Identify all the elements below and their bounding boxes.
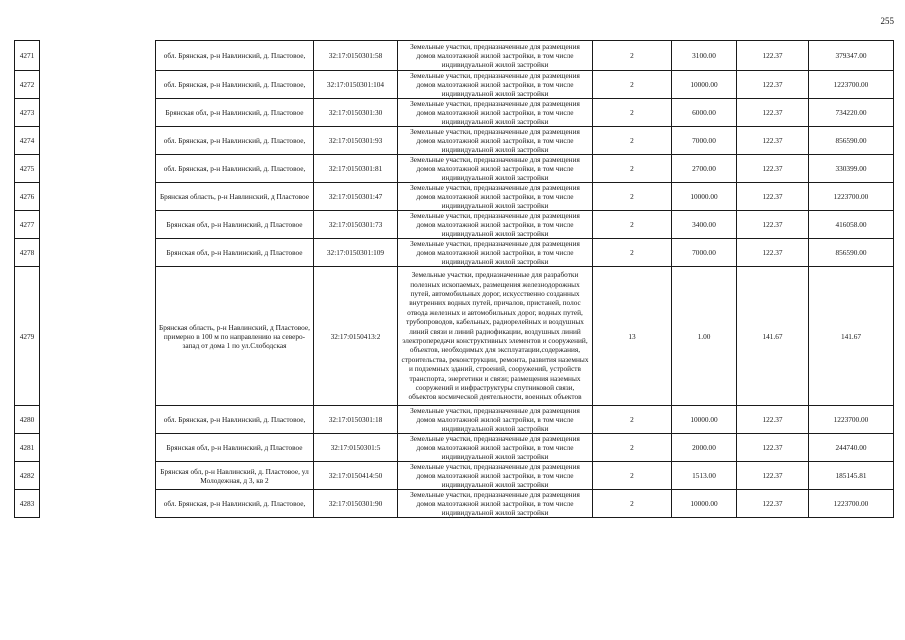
cadastral-number-cell: 32:17:0150413:2 xyxy=(314,267,398,406)
area-cell: 2000.00 xyxy=(672,434,737,462)
table-row xyxy=(15,490,894,518)
row-number-cell: 4280 xyxy=(15,406,40,434)
category-code-cell: 13 xyxy=(593,267,672,406)
address-cell: Брянская область, р-н Навлинский, д Пластовое, примерно в 100 м по направлению на северо-запад от дома 1 по ул.Слободская xyxy=(156,267,314,406)
address-cell: Брянская обл, р-н Навлинский, д Пластовое xyxy=(156,239,314,267)
row-number-cell: 4277 xyxy=(15,211,40,239)
land-use-description-cell: Земельные участки, предназначенные для размещения домов малоэтажной жилой застройки, в том числе индивидуальной жилой застройки xyxy=(398,406,593,434)
row-number-cell: 4282 xyxy=(15,462,40,490)
area-cell: 10000.00 xyxy=(672,71,737,99)
land-use-description-cell: Земельные участки, предназначенные для размещения домов малоэтажной жилой застройки, в том числе индивидуальной жилой застройки xyxy=(398,127,593,155)
rate-cell: 122.37 xyxy=(737,71,809,99)
blank-gap-cell xyxy=(40,490,156,518)
row-number-cell: 4283 xyxy=(15,490,40,518)
category-code-cell: 2 xyxy=(593,434,672,462)
blank-gap-cell xyxy=(40,211,156,239)
address-cell: обл. Брянская, р-н Навлинский, д. Пластовое, xyxy=(156,71,314,99)
rate-cell: 122.37 xyxy=(737,155,809,183)
table-row xyxy=(15,462,894,490)
blank-gap-cell xyxy=(40,183,156,211)
table-row xyxy=(15,183,894,211)
cadastral-number-cell: 32:17:0150301:73 xyxy=(314,211,398,239)
rate-cell: 122.37 xyxy=(737,239,809,267)
blank-gap-cell xyxy=(40,462,156,490)
rate-cell: 122.37 xyxy=(737,127,809,155)
land-use-description-cell: Земельные участки, предназначенные для размещения домов малоэтажной жилой застройки, в том числе индивидуальной жилой застройки xyxy=(398,155,593,183)
category-code-cell: 2 xyxy=(593,211,672,239)
cadastral-number-cell: 32:17:0150301:104 xyxy=(314,71,398,99)
cadastral-value-cell: 856590.00 xyxy=(809,127,894,155)
category-code-cell: 2 xyxy=(593,183,672,211)
land-use-description-cell: Земельные участки, предназначенные для размещения домов малоэтажной жилой застройки, в том числе индивидуальной жилой застройки xyxy=(398,239,593,267)
rate-cell: 141.67 xyxy=(737,267,809,406)
row-number-cell: 4278 xyxy=(15,239,40,267)
cadastral-number-cell: 32:17:0150301:5 xyxy=(314,434,398,462)
category-code-cell: 2 xyxy=(593,462,672,490)
cadastral-number-cell: 32:17:0150301:81 xyxy=(314,155,398,183)
category-code-cell: 2 xyxy=(593,71,672,99)
cadastral-value-cell: 1223700.00 xyxy=(809,183,894,211)
area-cell: 1.00 xyxy=(672,267,737,406)
table-row xyxy=(15,41,894,71)
blank-gap-cell xyxy=(40,267,156,406)
land-plots-table xyxy=(14,40,894,518)
address-cell: обл. Брянская, р-н Навлинский, д. Пластовое, xyxy=(156,127,314,155)
blank-gap-cell xyxy=(40,406,156,434)
rate-cell: 122.37 xyxy=(737,211,809,239)
cadastral-value-cell: 330399.00 xyxy=(809,155,894,183)
address-cell: Брянская обл, р-н Навлинский, д. Пластовое, ул Молодежная, д 3, кв 2 xyxy=(156,462,314,490)
cadastral-number-cell: 32:17:0150301:93 xyxy=(314,127,398,155)
land-use-description-cell: Земельные участки, предназначенные для размещения домов малоэтажной жилой застройки, в том числе индивидуальной жилой застройки xyxy=(398,99,593,127)
cadastral-value-cell: 1223700.00 xyxy=(809,490,894,518)
cadastral-value-cell: 141.67 xyxy=(809,267,894,406)
table-row xyxy=(15,127,894,155)
cadastral-number-cell: 32:17:0150301:18 xyxy=(314,406,398,434)
row-number-cell: 4272 xyxy=(15,71,40,99)
cadastral-value-cell: 856590.00 xyxy=(809,239,894,267)
row-number-cell: 4276 xyxy=(15,183,40,211)
rate-cell: 122.37 xyxy=(737,462,809,490)
address-cell: обл. Брянская, р-н Навлинский, д. Пластовое, xyxy=(156,155,314,183)
blank-gap-cell xyxy=(40,239,156,267)
table-row xyxy=(15,406,894,434)
cadastral-number-cell: 32:17:0150301:58 xyxy=(314,41,398,71)
page-number: 255 xyxy=(880,16,894,26)
row-number-cell: 4273 xyxy=(15,99,40,127)
rate-cell: 122.37 xyxy=(737,434,809,462)
area-cell: 10000.00 xyxy=(672,406,737,434)
rate-cell: 122.37 xyxy=(737,490,809,518)
address-cell: обл. Брянская, р-н Навлинский, д. Пластовое, xyxy=(156,406,314,434)
address-cell: Брянская область, р-н Навлинский, д Пластовое xyxy=(156,183,314,211)
blank-gap-cell xyxy=(40,127,156,155)
address-cell: обл. Брянская, р-н Навлинский, д. Пластовое, xyxy=(156,490,314,518)
land-use-description-cell: Земельные участки, предназначенные для размещения домов малоэтажной жилой застройки, в том числе индивидуальной жилой застройки xyxy=(398,490,593,518)
cadastral-value-cell: 1223700.00 xyxy=(809,406,894,434)
cadastral-number-cell: 32:17:0150301:47 xyxy=(314,183,398,211)
category-code-cell: 2 xyxy=(593,41,672,71)
category-code-cell: 2 xyxy=(593,127,672,155)
row-number-cell: 4281 xyxy=(15,434,40,462)
cadastral-value-cell: 416058.00 xyxy=(809,211,894,239)
cadastral-number-cell: 32:17:0150301:30 xyxy=(314,99,398,127)
rate-cell: 122.37 xyxy=(737,99,809,127)
blank-gap-cell xyxy=(40,155,156,183)
area-cell: 7000.00 xyxy=(672,127,737,155)
area-cell: 10000.00 xyxy=(672,183,737,211)
rate-cell: 122.37 xyxy=(737,41,809,71)
area-cell: 10000.00 xyxy=(672,490,737,518)
area-cell: 7000.00 xyxy=(672,239,737,267)
cadastral-value-cell: 379347.00 xyxy=(809,41,894,71)
row-number-cell: 4275 xyxy=(15,155,40,183)
table-row xyxy=(15,239,894,267)
address-cell: Брянская обл, р-н Навлинский, д Пластовое xyxy=(156,211,314,239)
category-code-cell: 2 xyxy=(593,239,672,267)
table-row xyxy=(15,71,894,99)
area-cell: 2700.00 xyxy=(672,155,737,183)
cadastral-value-cell: 244740.00 xyxy=(809,434,894,462)
row-number-cell: 4271 xyxy=(15,41,40,71)
area-cell: 6000.00 xyxy=(672,99,737,127)
cadastral-value-cell: 734220.00 xyxy=(809,99,894,127)
table-row xyxy=(15,99,894,127)
row-number-cell: 4279 xyxy=(15,267,40,406)
cadastral-number-cell: 32:17:0150301:90 xyxy=(314,490,398,518)
category-code-cell: 2 xyxy=(593,155,672,183)
cadastral-value-cell: 1223700.00 xyxy=(809,71,894,99)
land-use-description-cell: Земельные участки, предназначенные для разработки полезных ископаемых, размещения железнодорожных путей, автомобильных дорог, искусственно созданных внутренних водных путей, причалов, пристаней, полос отвода железных и автомобильных дорог, водных путей, трубопроводов, кабельных, радиорелейных и воздушных линий связи и линий радиофикации, воздушных линий электропередачи конструктивных элементов и сооружений, объектов, необходимых для эксплуатации,содержания, строительства, реконструкции, ремонта, развития наземных и подземных зданий, строений, сооружений, устройств транспорта, энергетики и связи; размещения наземных сооружений и инфраструктуры спутниковой связи, объектов космической деятельности, военных объектов xyxy=(398,267,593,406)
land-use-description-cell: Земельные участки, предназначенные для размещения домов малоэтажной жилой застройки, в том числе индивидуальной жилой застройки xyxy=(398,434,593,462)
area-cell: 3400.00 xyxy=(672,211,737,239)
land-use-description-cell: Земельные участки, предназначенные для размещения домов малоэтажной жилой застройки, в том числе индивидуальной жилой застройки xyxy=(398,211,593,239)
land-use-description-cell: Земельные участки, предназначенные для размещения домов малоэтажной жилой застройки, в том числе индивидуальной жилой застройки xyxy=(398,71,593,99)
area-cell: 1513.00 xyxy=(672,462,737,490)
address-cell: Брянская обл, р-н Навлинский, д Пластовое xyxy=(156,434,314,462)
blank-gap-cell xyxy=(40,99,156,127)
land-use-description-cell: Земельные участки, предназначенные для размещения домов малоэтажной жилой застройки, в том числе индивидуальной жилой застройки xyxy=(398,462,593,490)
rate-cell: 122.37 xyxy=(737,183,809,211)
cadastral-number-cell: 32:17:0150301:109 xyxy=(314,239,398,267)
rate-cell: 122.37 xyxy=(737,406,809,434)
row-number-cell: 4274 xyxy=(15,127,40,155)
category-code-cell: 2 xyxy=(593,406,672,434)
table-row xyxy=(15,211,894,239)
address-cell: обл. Брянская, р-н Навлинский, д. Пластовое, xyxy=(156,41,314,71)
area-cell: 3100.00 xyxy=(672,41,737,71)
cadastral-number-cell: 32:17:0150414:50 xyxy=(314,462,398,490)
category-code-cell: 2 xyxy=(593,99,672,127)
blank-gap-cell xyxy=(40,41,156,71)
blank-gap-cell xyxy=(40,434,156,462)
table-row xyxy=(15,267,894,406)
blank-gap-cell xyxy=(40,71,156,99)
land-use-description-cell: Земельные участки, предназначенные для размещения домов малоэтажной жилой застройки, в том числе индивидуальной жилой застройки xyxy=(398,183,593,211)
table-row xyxy=(15,155,894,183)
category-code-cell: 2 xyxy=(593,490,672,518)
cadastral-value-cell: 185145.81 xyxy=(809,462,894,490)
table-row xyxy=(15,434,894,462)
address-cell: Брянская обл, р-н Навлинский, д. Пластовое xyxy=(156,99,314,127)
land-use-description-cell: Земельные участки, предназначенные для размещения домов малоэтажной жилой застройки, в том числе индивидуальной жилой застройки xyxy=(398,41,593,71)
